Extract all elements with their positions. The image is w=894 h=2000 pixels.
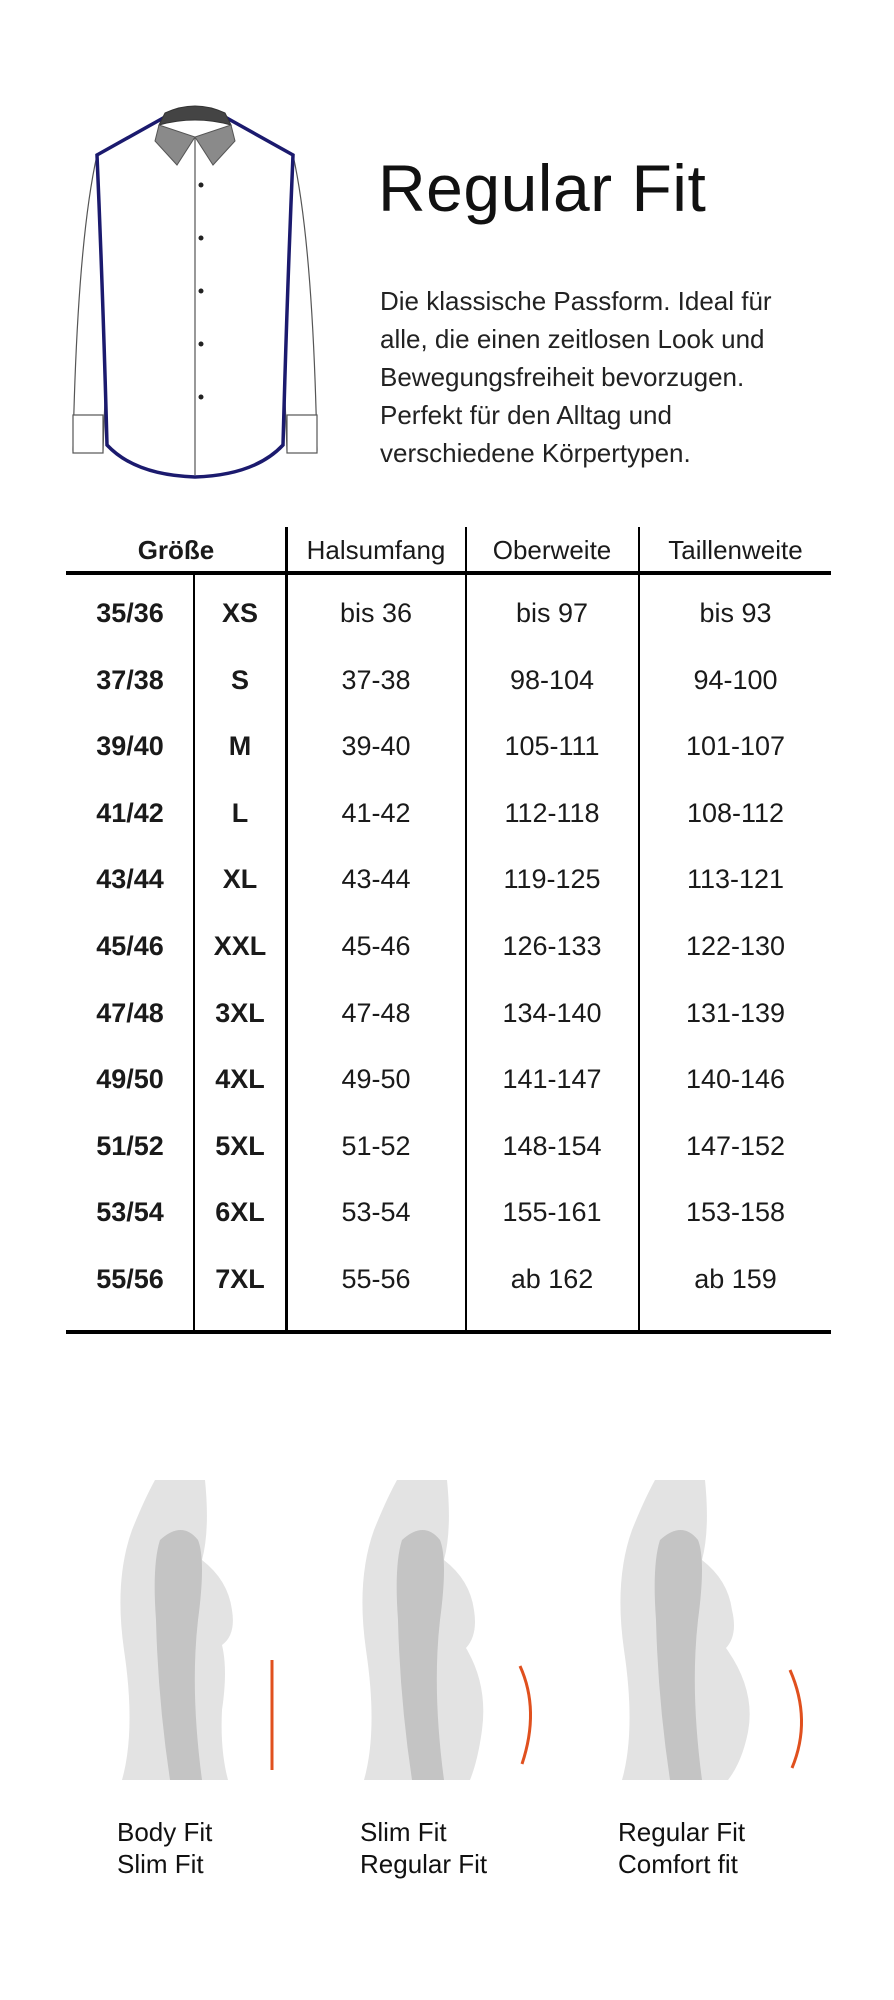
table-row <box>66 980 831 1046</box>
chest-cell: 112-118 <box>504 797 600 828</box>
waist-cell: 153-158 <box>685 1197 786 1228</box>
size-collar-cell: 55/56 <box>96 1264 164 1294</box>
chest-cell: 98-104 <box>509 664 595 695</box>
chest-cell: 134-140 <box>502 997 602 1028</box>
size-code-cell: L <box>231 797 249 828</box>
size-collar-cell: 45/46 <box>96 931 164 961</box>
header-waist: Taillenweite <box>668 535 803 565</box>
neck-cell: 55-56 <box>341 1264 411 1294</box>
fit-label-line: Comfort fit <box>618 1849 738 1879</box>
neck-cell: 49-50 <box>341 1064 411 1095</box>
fit-label-line: Slim Fit <box>117 1849 204 1879</box>
waist-cell: 113-121 <box>686 864 785 895</box>
table-row <box>66 780 831 846</box>
waist-cell: ab 159 <box>694 1264 777 1294</box>
size-collar-cell: 39/40 <box>96 731 164 762</box>
fit-label-body <box>117 1816 212 1880</box>
regular-fit-silhouette <box>610 1470 830 1800</box>
waist-cell: 131-139 <box>685 997 786 1028</box>
neck-cell: 37-38 <box>341 664 411 695</box>
neck-cell: 51-52 <box>341 1130 411 1161</box>
size-code-cell: XL <box>222 864 258 895</box>
body-fit-silhouette <box>110 1470 330 1800</box>
size-code-cell: S <box>230 664 249 695</box>
waist-cell: 122-130 <box>685 931 786 961</box>
waist-cell: 147-152 <box>685 1130 786 1161</box>
neck-cell: 53-54 <box>341 1197 411 1228</box>
chest-cell: 141-147 <box>502 1064 602 1095</box>
size-code-cell: 7XL <box>215 1264 265 1294</box>
header-neck: Halsumfang <box>306 535 446 565</box>
fit-label-regular <box>618 1816 745 1880</box>
table-row <box>66 846 831 912</box>
fit-label-slim <box>360 1816 487 1880</box>
table-row <box>66 1113 831 1179</box>
size-collar-cell: 37/38 <box>96 664 164 695</box>
table-row <box>66 713 831 779</box>
chest-cell: 155-161 <box>502 1197 602 1228</box>
fit-label-line: Regular Fit <box>360 1849 488 1879</box>
size-collar-cell: 35/36 <box>96 598 164 628</box>
size-code-cell: XXL <box>213 931 267 961</box>
fit-label-line: Slim Fit <box>360 1817 447 1847</box>
size-collar-cell: 43/44 <box>96 864 164 895</box>
neck-cell: bis 36 <box>339 598 413 628</box>
neck-cell: 43-44 <box>341 864 411 895</box>
chest-cell: 148-154 <box>502 1130 602 1161</box>
table-bottom-rule <box>66 1330 831 1334</box>
table-row <box>66 1179 831 1245</box>
neck-cell: 45-46 <box>341 931 411 961</box>
size-code-cell: 5XL <box>215 1130 265 1161</box>
description-line: Bewegungsfreiheit bevorzugen. <box>380 362 745 392</box>
size-collar-cell: 53/54 <box>96 1197 164 1228</box>
neck-cell: 47-48 <box>341 997 411 1028</box>
description-line: Perfekt für den Alltag und <box>380 400 672 430</box>
fit-label-line: Body Fit <box>117 1817 213 1847</box>
chest-cell: bis 97 <box>515 598 589 628</box>
page-title: Regular Fit <box>378 151 707 225</box>
size-code-cell: M <box>228 731 252 762</box>
size-code-cell: XS <box>221 598 259 628</box>
size-code-cell: 3XL <box>215 997 265 1028</box>
table-row <box>66 647 831 713</box>
chest-cell: 126-133 <box>502 931 602 961</box>
fit-label-line: Regular Fit <box>618 1817 746 1847</box>
size-collar-cell: 51/52 <box>96 1130 164 1161</box>
chest-cell: 119-125 <box>503 864 601 895</box>
chest-cell: 105-111 <box>504 731 600 762</box>
header-size: Größe <box>137 535 215 565</box>
description-line: Die klassische Passform. Ideal für <box>380 286 772 316</box>
waist-cell: 101-107 <box>685 731 786 762</box>
neck-cell: 41-42 <box>341 797 411 828</box>
size-code-cell: 4XL <box>215 1064 265 1095</box>
table-header-rule <box>66 571 831 575</box>
neck-cell: 39-40 <box>341 731 411 762</box>
shirt-illustration <box>55 95 335 495</box>
header-chest: Oberweite <box>492 535 612 565</box>
waist-cell: bis 93 <box>699 598 772 628</box>
table-row <box>66 913 831 979</box>
slim-fit-silhouette <box>352 1470 572 1800</box>
chest-cell: ab 162 <box>510 1264 594 1294</box>
table-row <box>66 1246 831 1312</box>
size-collar-cell: 41/42 <box>96 797 164 828</box>
size-code-cell: 6XL <box>215 1197 265 1228</box>
table-row <box>66 580 831 646</box>
size-collar-cell: 47/48 <box>96 997 164 1028</box>
waist-cell: 140-146 <box>685 1064 786 1095</box>
table-row <box>66 1046 831 1112</box>
description-line: alle, die einen zeitlosen Look und <box>380 324 765 354</box>
fit-description <box>380 282 850 472</box>
waist-cell: 94-100 <box>693 664 778 695</box>
description-line: verschiedene Körpertypen. <box>380 438 691 468</box>
size-collar-cell: 49/50 <box>96 1064 164 1095</box>
waist-cell: 108-112 <box>686 797 785 828</box>
